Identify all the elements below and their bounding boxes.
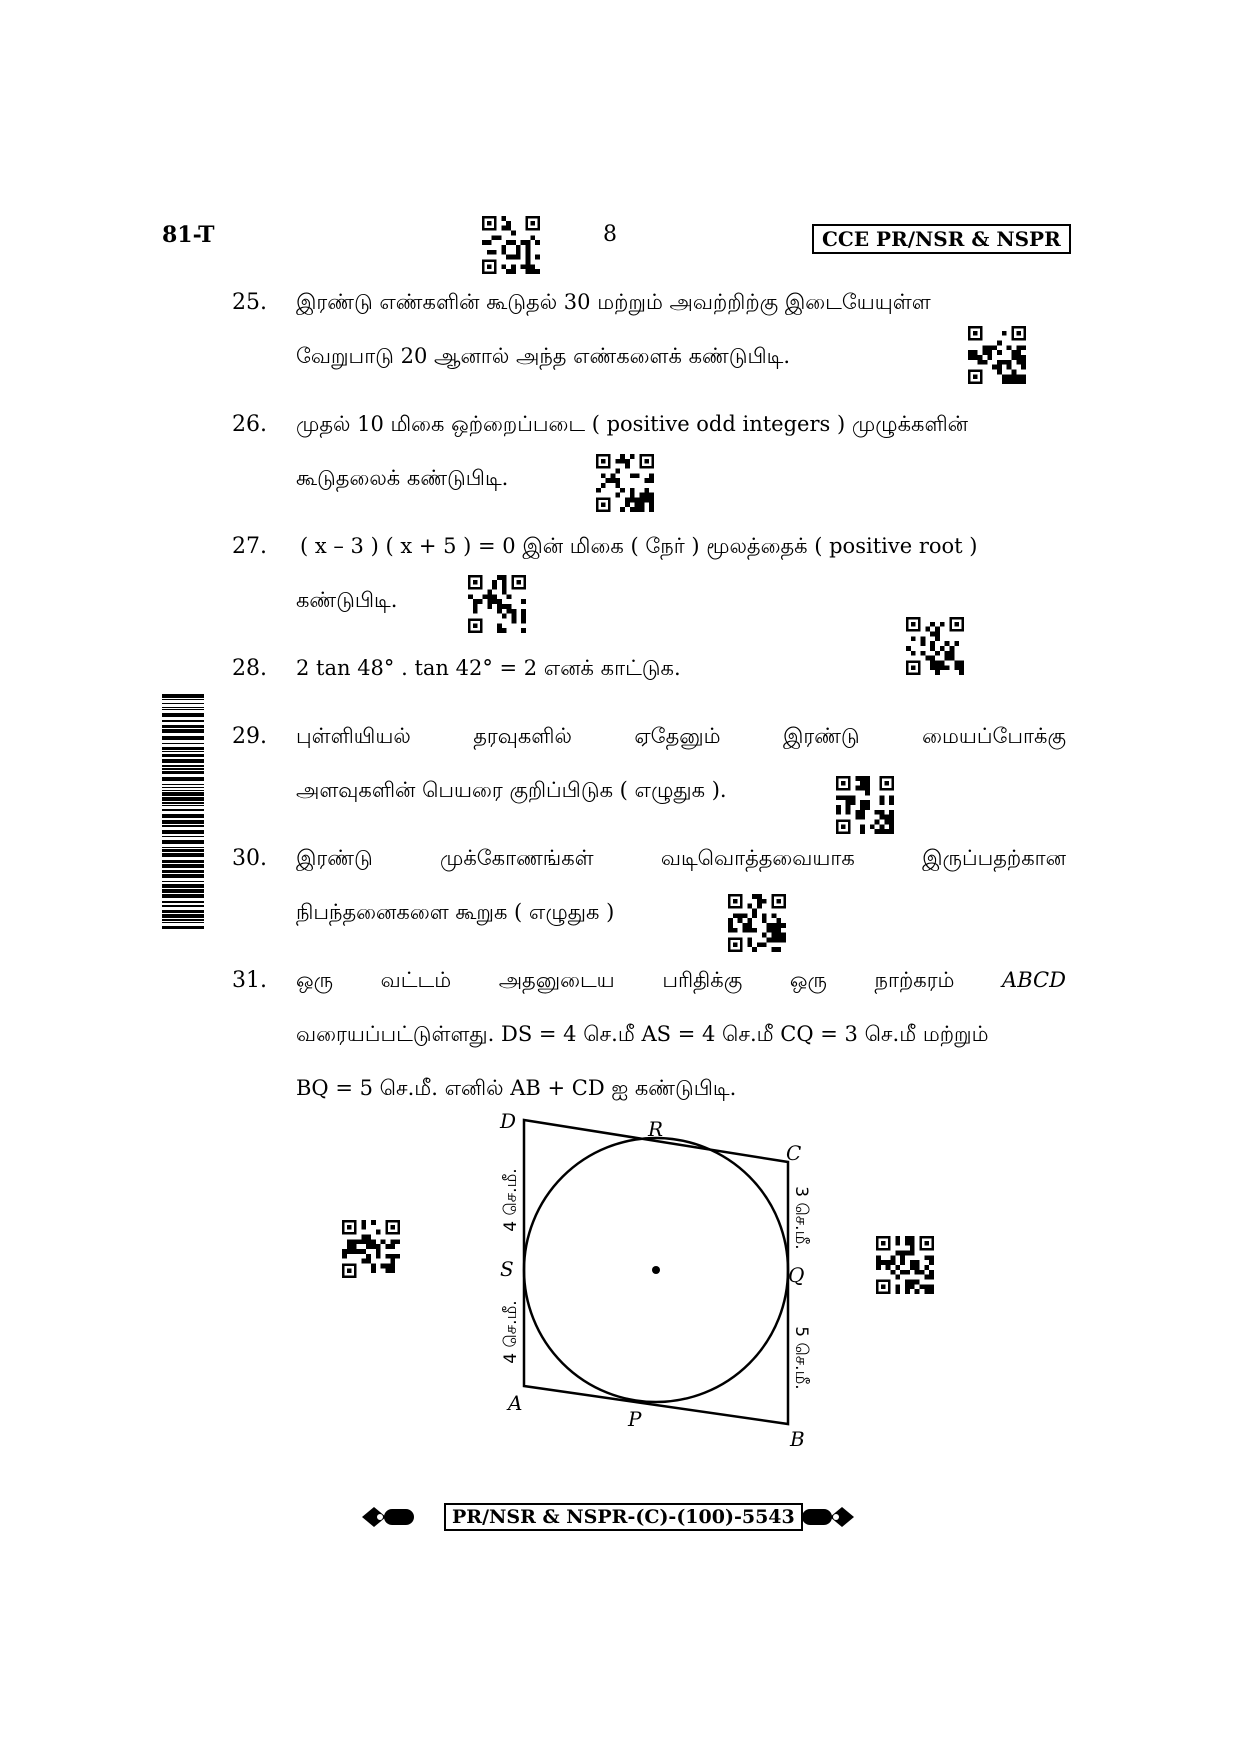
- side-label-as: 4 செ.மீ.: [501, 1300, 521, 1364]
- qr-code-icon: [482, 216, 540, 274]
- point-label-s: S: [500, 1257, 514, 1281]
- circle-center: [652, 1266, 660, 1274]
- side-label-ds: 4 செ.மீ.: [501, 1168, 521, 1232]
- word: புள்ளியியல்: [296, 724, 411, 748]
- side-label-cq: 3 செ.மீ.: [791, 1186, 811, 1250]
- question-number: 27.: [232, 534, 267, 559]
- paper-code: 81-T: [162, 222, 215, 248]
- question-text: நிபந்தனைகளை கூறுக ( எழுதுக ): [296, 900, 615, 924]
- word: ஏதேனும்: [634, 724, 721, 748]
- qr-code-icon: [906, 617, 964, 675]
- word: ஒரு: [789, 968, 827, 992]
- qr-code-icon: [342, 1220, 400, 1278]
- question-text: 2 tan 48° . tan 42° = 2 எனக் காட்டுக.: [296, 656, 681, 680]
- question-text-justified: [296, 724, 1066, 751]
- question-number: 29.: [232, 724, 267, 749]
- word: நாற்கரம்: [874, 968, 955, 992]
- word: ஒரு: [296, 968, 334, 992]
- word: ABCD: [1002, 968, 1066, 992]
- word: மையப்போக்கு: [922, 724, 1066, 748]
- word: இருப்பதற்கான: [922, 846, 1066, 870]
- word: இரண்டு: [782, 724, 860, 748]
- vertex-label-d: D: [500, 1110, 517, 1133]
- question-text: வரையப்பட்டுள்ளது. DS = 4 செ.மீ AS = 4 செ.மீ CQ = 3 செ.மீ மற்றும்: [296, 1022, 989, 1046]
- question-text: ( x – 3 ) ( x + 5 ) = 0 இன் மிகை ( நேர் ) மூலத்தைக் ( positive root ): [300, 534, 978, 558]
- question-number: 31.: [232, 968, 267, 993]
- question-text: அளவுகளின் பெயரை குறிப்பிடுக ( எழுதுக ).: [296, 778, 727, 802]
- qr-code-icon: [468, 575, 526, 633]
- geometry-figure: [480, 1110, 840, 1450]
- word: வடிவொத்தவையாக: [660, 846, 855, 870]
- vertex-label-c: C: [786, 1141, 802, 1165]
- question-number: 25.: [232, 290, 267, 315]
- qr-code-icon: [836, 776, 894, 834]
- question-number: 28.: [232, 656, 267, 681]
- word: பரிதிக்கு: [662, 968, 743, 992]
- point-label-p: P: [628, 1407, 642, 1431]
- question-text: முதல் 10 மிகை ஒற்றைப்படை ( positive odd integers ) முழுக்களின்: [296, 412, 969, 436]
- exam-code-box: CCE PR/NSR & NSPR: [812, 224, 1071, 254]
- qr-code-icon: [876, 1236, 934, 1294]
- question-text: வேறுபாடு 20 ஆனால் அந்த எண்களைக் கண்டுபிடி.: [296, 344, 791, 368]
- page-number: 8: [603, 222, 617, 247]
- word: அதனுடைய: [498, 968, 615, 992]
- point-label-r: R: [648, 1117, 664, 1141]
- question-text: கூடுதலைக் கண்டுபிடி.: [296, 466, 509, 490]
- vertex-label-a: A: [508, 1391, 523, 1415]
- question-text: கண்டுபிடி.: [296, 588, 398, 612]
- question-text: BQ = 5 செ.மீ. எனில் AB + CD ஐ கண்டுபிடி.: [296, 1076, 737, 1100]
- side-label-bq: 5 செ.மீ.: [791, 1326, 811, 1390]
- point-label-q: Q: [788, 1263, 805, 1287]
- qr-code-icon: [728, 894, 786, 952]
- word: தரவுகளில்: [473, 724, 572, 748]
- vertex-label-b: B: [790, 1427, 805, 1450]
- ornament-right-icon: [800, 1502, 856, 1532]
- question-text-justified: [296, 968, 1066, 995]
- question-number: 30.: [232, 846, 267, 871]
- barcode-icon: [162, 694, 204, 934]
- qr-code-icon: [596, 454, 654, 512]
- ornament-left-icon: [360, 1502, 416, 1532]
- question-text-justified: [296, 846, 1066, 873]
- word: இரண்டு: [296, 846, 373, 870]
- question-text: இரண்டு எண்களின் கூடுதல் 30 மற்றும் அவற்றிற்கு இடையேயுள்ள: [296, 290, 931, 314]
- question-number: 26.: [232, 412, 267, 437]
- footer-code-box: PR/NSR & NSPR-(C)-(100)-5543: [444, 1503, 803, 1531]
- word: வட்டம்: [380, 968, 452, 992]
- qr-code-icon: [968, 326, 1026, 384]
- word: முக்கோணங்கள்: [440, 846, 594, 870]
